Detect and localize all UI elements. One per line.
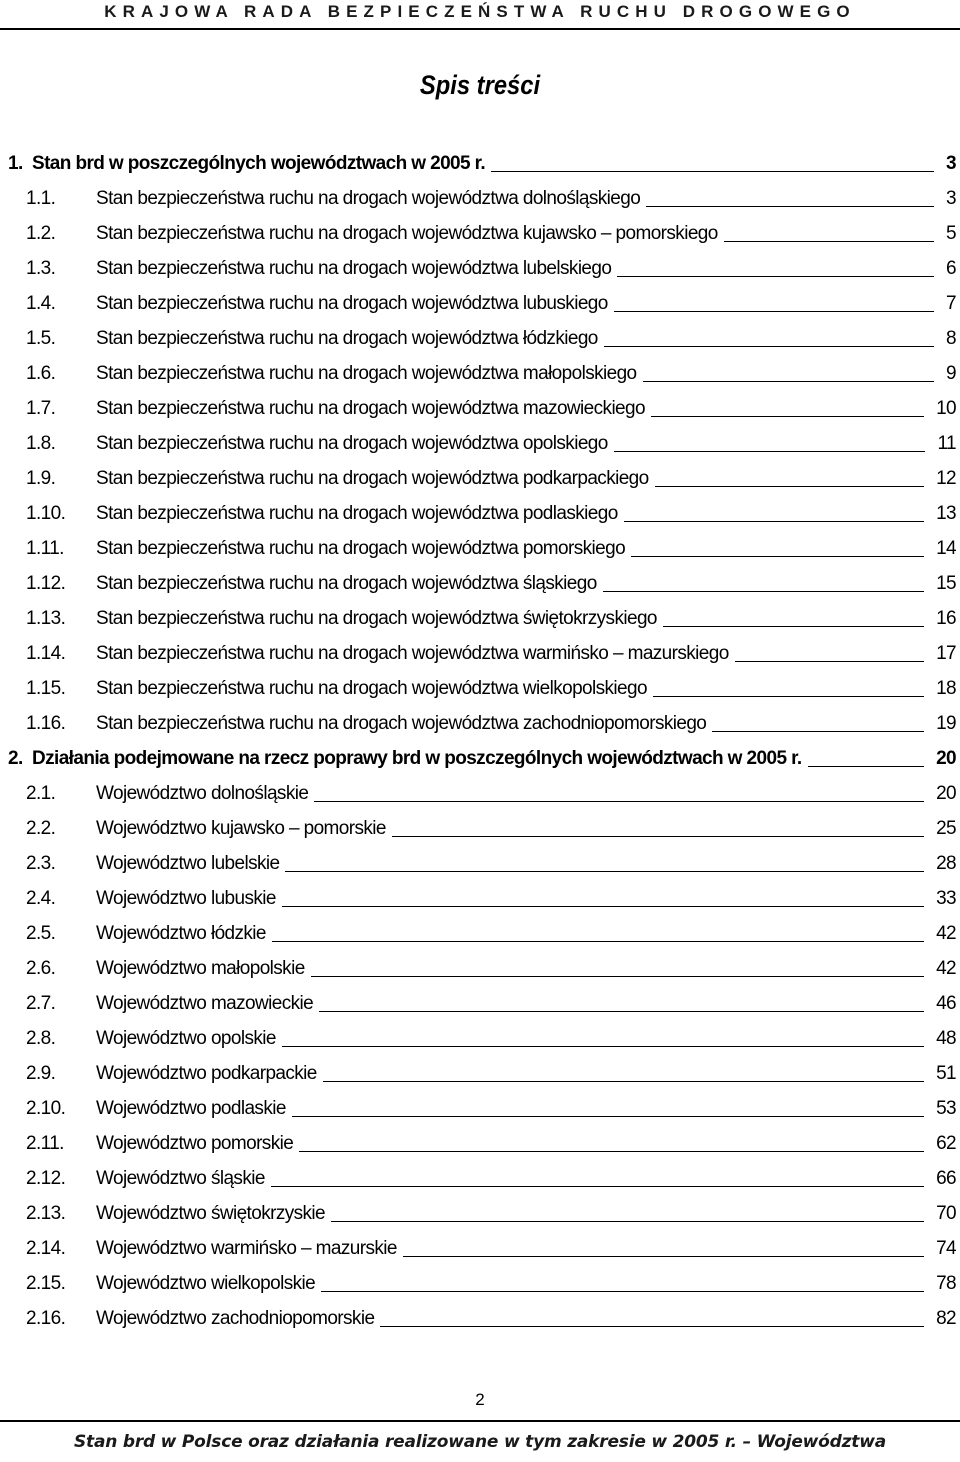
toc-leader-line bbox=[282, 1046, 924, 1047]
toc-entry-number: 2.7. bbox=[26, 992, 56, 1014]
toc-subsection-entry[interactable] bbox=[0, 671, 960, 706]
toc-entry-number: 1.10. bbox=[26, 502, 66, 524]
toc-entry-number: 1.12. bbox=[26, 572, 66, 594]
toc-leader-line bbox=[735, 661, 924, 662]
toc-leader-line bbox=[646, 206, 934, 207]
toc-entry-number: 1.14. bbox=[26, 642, 66, 664]
toc-entry-title: Województwo dolnośląskie bbox=[96, 782, 309, 804]
organization-header: KRAJOWA RADA BEZPIECZEŃSTWA RUCHU DROGOWEGO bbox=[104, 2, 856, 21]
toc-entry-title: Stan bezpieczeństwa ruchu na drogach województwa dolnośląskiego bbox=[96, 187, 641, 209]
toc-subsection-entry[interactable] bbox=[0, 1266, 960, 1301]
toc-entry-title: Województwo warmińsko – mazurskie bbox=[96, 1237, 397, 1259]
toc-subsection-entry[interactable] bbox=[0, 776, 960, 811]
toc-entry-number: 1.5. bbox=[26, 327, 56, 349]
toc-subsection-entry[interactable] bbox=[0, 216, 960, 251]
toc-entry-number: 1. bbox=[8, 152, 23, 174]
footer-divider bbox=[0, 1420, 960, 1422]
toc-entry-number: 1.4. bbox=[26, 292, 56, 314]
toc-entry-number: 2.8. bbox=[26, 1027, 56, 1049]
toc-entry-number: 2.13. bbox=[26, 1202, 66, 1224]
toc-entry-page: 42 bbox=[936, 957, 956, 979]
toc-entry-page: 48 bbox=[936, 1027, 956, 1049]
toc-leader-line bbox=[282, 906, 924, 907]
toc-subsection-entry[interactable] bbox=[0, 531, 960, 566]
toc-entry-page: 53 bbox=[936, 1097, 956, 1119]
toc-subsection-entry[interactable] bbox=[0, 286, 960, 321]
toc-leader-line bbox=[643, 381, 934, 382]
toc-leader-line bbox=[655, 486, 924, 487]
toc-subsection-entry[interactable] bbox=[0, 846, 960, 881]
toc-entry-page: 9 bbox=[946, 362, 956, 384]
toc-subsection-entry[interactable] bbox=[0, 1056, 960, 1091]
toc-subsection-entry[interactable] bbox=[0, 181, 960, 216]
toc-entry-page: 6 bbox=[946, 257, 956, 279]
toc-entry-number: 1.6. bbox=[26, 362, 56, 384]
toc-leader-line bbox=[603, 591, 924, 592]
toc-entry-page: 18 bbox=[936, 677, 956, 699]
toc-entry-title: Województwo podlaskie bbox=[96, 1097, 286, 1119]
toc-entry-title: Województwo śląskie bbox=[96, 1167, 265, 1189]
toc-subsection-entry[interactable] bbox=[0, 461, 960, 496]
toc-entry-page: 25 bbox=[936, 817, 956, 839]
toc-entry-title: Stan bezpieczeństwa ruchu na drogach województwa świętokrzyskiego bbox=[96, 607, 657, 629]
toc-leader-line bbox=[651, 416, 924, 417]
toc-entry-page: 42 bbox=[936, 922, 956, 944]
toc-entry-page: 13 bbox=[936, 502, 956, 524]
toc-subsection-entry[interactable] bbox=[0, 391, 960, 426]
toc-subsection-entry[interactable] bbox=[0, 986, 960, 1021]
toc-subsection-entry[interactable] bbox=[0, 1091, 960, 1126]
toc-leader-line bbox=[323, 1081, 924, 1082]
toc-leader-line bbox=[331, 1221, 924, 1222]
toc-entry-title: Województwo pomorskie bbox=[96, 1132, 294, 1154]
toc-leader-line bbox=[319, 1011, 924, 1012]
toc-entry-number: 1.2. bbox=[26, 222, 56, 244]
toc-entry-title: Stan bezpieczeństwa ruchu na drogach województwa lubuskiego bbox=[96, 292, 608, 314]
toc-entry-number: 2.6. bbox=[26, 957, 56, 979]
toc-entry-number: 1.7. bbox=[26, 397, 56, 419]
toc-title: Spis treści bbox=[419, 70, 541, 100]
toc-subsection-entry[interactable] bbox=[0, 1161, 960, 1196]
toc-entry-page: 28 bbox=[936, 852, 956, 874]
toc-subsection-entry[interactable] bbox=[0, 426, 960, 461]
toc-entry-title: Stan bezpieczeństwa ruchu na drogach województwa warmińsko – mazurskiego bbox=[96, 642, 729, 664]
toc-entry-number: 2.15. bbox=[26, 1272, 66, 1294]
toc-subsection-entry[interactable] bbox=[0, 356, 960, 391]
toc-entry-page: 20 bbox=[936, 782, 956, 804]
toc-entry-number: 1.15. bbox=[26, 677, 66, 699]
toc-entry-title: Województwo podkarpackie bbox=[96, 1062, 317, 1084]
toc-entry-title: Stan bezpieczeństwa ruchu na drogach województwa pomorskiego bbox=[96, 537, 626, 559]
toc-leader-line bbox=[403, 1256, 924, 1257]
toc-leader-line bbox=[380, 1326, 924, 1327]
toc-subsection-entry[interactable] bbox=[0, 1196, 960, 1231]
toc-entry-page: 66 bbox=[936, 1167, 956, 1189]
toc-entry-title: Działania podejmowane na rzecz poprawy brd w poszczególnych województwach w 2005 r. bbox=[32, 747, 802, 769]
toc-entry-page: 7 bbox=[946, 292, 956, 314]
toc-entry-page: 74 bbox=[936, 1237, 956, 1259]
toc-leader-line bbox=[292, 1116, 924, 1117]
toc-leader-line bbox=[285, 871, 924, 872]
toc-subsection-entry[interactable] bbox=[0, 1231, 960, 1266]
toc-subsection-entry[interactable] bbox=[0, 1301, 960, 1336]
toc-entry-number: 1.9. bbox=[26, 467, 56, 489]
toc-entry-title: Województwo małopolskie bbox=[96, 957, 305, 979]
toc-subsection-entry[interactable] bbox=[0, 1126, 960, 1161]
toc-entry-title: Stan bezpieczeństwa ruchu na drogach województwa mazowieckiego bbox=[96, 397, 645, 419]
toc-leader-line bbox=[271, 1186, 924, 1187]
toc-leader-line bbox=[311, 976, 924, 977]
toc-entry-number: 2.3. bbox=[26, 852, 56, 874]
toc-entry-number: 2.10. bbox=[26, 1097, 66, 1119]
toc-entry-number: 2.9. bbox=[26, 1062, 56, 1084]
toc-entry-title: Województwo mazowieckie bbox=[96, 992, 314, 1014]
toc-entry-title: Województwo kujawsko – pomorskie bbox=[96, 817, 386, 839]
page-number: 2 bbox=[475, 1390, 485, 1409]
toc-leader-line bbox=[617, 276, 934, 277]
toc-leader-line bbox=[663, 626, 924, 627]
toc-entry-page: 19 bbox=[936, 712, 956, 734]
toc-entry-title: Stan bezpieczeństwa ruchu na drogach województwa wielkopolskiego bbox=[96, 677, 647, 699]
toc-section-entry[interactable] bbox=[0, 146, 960, 181]
toc-entry-number: 2.14. bbox=[26, 1237, 66, 1259]
toc-subsection-entry[interactable] bbox=[0, 251, 960, 286]
toc-entry-title: Stan bezpieczeństwa ruchu na drogach województwa śląskiego bbox=[96, 572, 597, 594]
toc-leader-line bbox=[614, 311, 934, 312]
toc-entry-title: Stan bezpieczeństwa ruchu na drogach województwa małopolskiego bbox=[96, 362, 637, 384]
toc-subsection-entry[interactable] bbox=[0, 601, 960, 636]
toc-leader-line bbox=[392, 836, 924, 837]
toc-entry-number: 1.1. bbox=[26, 187, 56, 209]
toc-subsection-entry[interactable] bbox=[0, 496, 960, 531]
toc-subsection-entry[interactable] bbox=[0, 916, 960, 951]
toc-entry-title: Stan bezpieczeństwa ruchu na drogach województwa kujawsko – pomorskiego bbox=[96, 222, 718, 244]
toc-entry-page: 33 bbox=[936, 887, 956, 909]
toc-leader-line bbox=[724, 241, 934, 242]
toc-entry-title: Stan bezpieczeństwa ruchu na drogach województwa lubelskiego bbox=[96, 257, 612, 279]
toc-entry-page: 8 bbox=[946, 327, 956, 349]
toc-entry-page: 62 bbox=[936, 1132, 956, 1154]
toc-entry-page: 20 bbox=[936, 747, 956, 769]
toc-leader-line bbox=[491, 171, 934, 172]
toc-entry-title: Stan bezpieczeństwa ruchu na drogach województwa łódzkiego bbox=[96, 327, 598, 349]
toc-leader-line bbox=[653, 696, 924, 697]
toc-entry-number: 2.1. bbox=[26, 782, 56, 804]
footer-text: Stan brd w Polsce oraz działania realizowane w tym zakresie w 2005 r. – Województwa bbox=[73, 1432, 887, 1452]
toc-leader-line bbox=[321, 1291, 924, 1292]
toc-subsection-entry[interactable] bbox=[0, 811, 960, 846]
toc-entry-page: 82 bbox=[936, 1307, 956, 1329]
toc-subsection-entry[interactable] bbox=[0, 706, 960, 741]
header-divider bbox=[0, 28, 960, 30]
toc-subsection-entry[interactable] bbox=[0, 566, 960, 601]
toc-subsection-entry[interactable] bbox=[0, 1021, 960, 1056]
toc-section-entry[interactable] bbox=[0, 741, 960, 776]
toc-entry-page: 11 bbox=[937, 432, 956, 454]
toc-entry-number: 1.8. bbox=[26, 432, 56, 454]
toc-entry-number: 2.12. bbox=[26, 1167, 66, 1189]
toc-entry-number: 2.16. bbox=[26, 1307, 66, 1329]
toc-subsection-entry[interactable] bbox=[0, 881, 960, 916]
toc-entry-number: 2. bbox=[8, 747, 23, 769]
toc-leader-line bbox=[614, 451, 925, 452]
toc-entry-page: 17 bbox=[936, 642, 956, 664]
toc-entry-page: 15 bbox=[936, 572, 956, 594]
toc-entry-page: 51 bbox=[936, 1062, 956, 1084]
toc-entry-page: 14 bbox=[936, 537, 956, 559]
toc-entry-title: Stan bezpieczeństwa ruchu na drogach województwa podlaskiego bbox=[96, 502, 618, 524]
toc-entry-number: 2.4. bbox=[26, 887, 56, 909]
toc-subsection-entry[interactable] bbox=[0, 951, 960, 986]
toc-entry-page: 70 bbox=[936, 1202, 956, 1224]
toc-entry-title: Województwo wielkopolskie bbox=[96, 1272, 316, 1294]
toc-entry-number: 2.11. bbox=[26, 1132, 64, 1154]
toc-leader-line bbox=[604, 346, 934, 347]
toc-entry-title: Województwo opolskie bbox=[96, 1027, 276, 1049]
toc-entry-number: 1.16. bbox=[26, 712, 66, 734]
toc-entry-title: Województwo lubelskie bbox=[96, 852, 280, 874]
toc-entry-title: Województwo łódzkie bbox=[96, 922, 266, 944]
toc-entry-page: 46 bbox=[936, 992, 956, 1014]
toc-subsection-entry[interactable] bbox=[0, 636, 960, 671]
toc-entry-title: Województwo świętokrzyskie bbox=[96, 1202, 326, 1224]
toc-leader-line bbox=[631, 556, 924, 557]
toc-leader-line bbox=[272, 941, 924, 942]
toc-subsection-entry[interactable] bbox=[0, 321, 960, 356]
toc-leader-line bbox=[808, 766, 924, 767]
toc-entry-page: 5 bbox=[946, 222, 956, 244]
toc-entry-title: Stan bezpieczeństwa ruchu na drogach województwa podkarpackiego bbox=[96, 467, 649, 489]
toc-entry-number: 1.3. bbox=[26, 257, 56, 279]
toc-entry-page: 78 bbox=[936, 1272, 956, 1294]
toc-entry-page: 12 bbox=[936, 467, 956, 489]
toc-entry-title: Województwo zachodniopomorskie bbox=[96, 1307, 375, 1329]
toc-leader-line bbox=[712, 731, 924, 732]
toc-entry-title: Stan brd w poszczególnych województwach w 2005 r. bbox=[32, 152, 486, 174]
toc-entry-page: 16 bbox=[936, 607, 956, 629]
toc-entry-page: 10 bbox=[936, 397, 956, 419]
toc-leader-line bbox=[624, 521, 924, 522]
toc-entry-page: 3 bbox=[946, 187, 956, 209]
table-of-contents bbox=[0, 146, 960, 1336]
toc-entry-number: 1.11. bbox=[26, 537, 64, 559]
toc-leader-line bbox=[314, 801, 924, 802]
toc-entry-title: Województwo lubuskie bbox=[96, 887, 276, 909]
toc-entry-page: 3 bbox=[946, 152, 956, 174]
toc-entry-title: Stan bezpieczeństwa ruchu na drogach województwa opolskiego bbox=[96, 432, 608, 454]
toc-entry-number: 1.13. bbox=[26, 607, 66, 629]
toc-entry-number: 2.2. bbox=[26, 817, 56, 839]
toc-entry-title: Stan bezpieczeństwa ruchu na drogach województwa zachodniopomorskiego bbox=[96, 712, 707, 734]
toc-leader-line bbox=[299, 1151, 924, 1152]
toc-entry-number: 2.5. bbox=[26, 922, 56, 944]
